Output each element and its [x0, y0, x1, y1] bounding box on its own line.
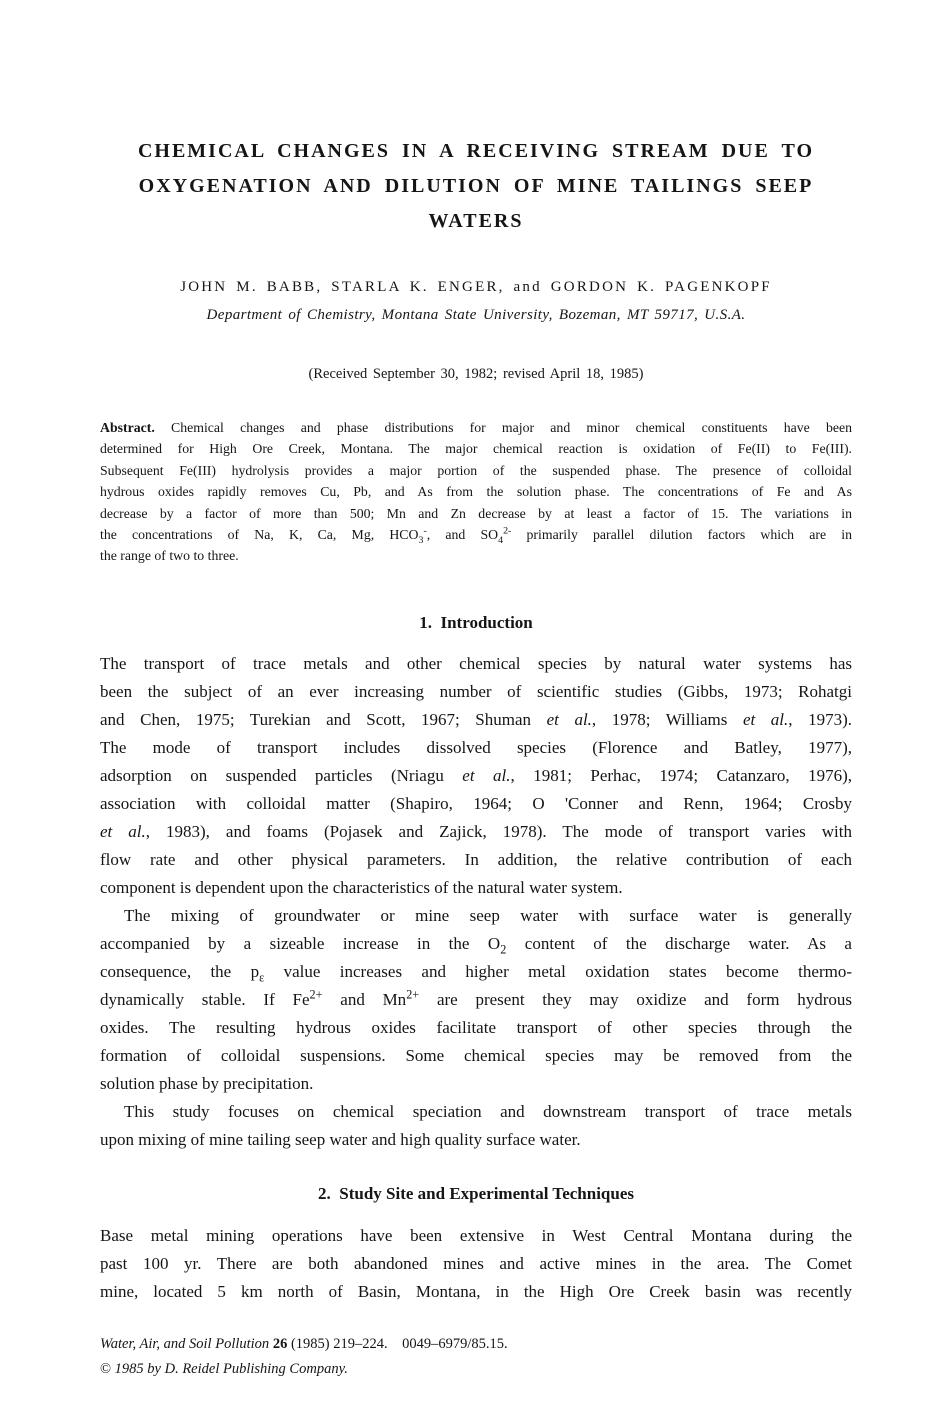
authors-line: JOHN M. BABB, STARLA K. ENGER, and GORDON K. PAGENKOPF	[180, 279, 772, 295]
text-line: upon mixing of mine tailing seep water and high quality surface water.	[100, 1130, 581, 1149]
text-line: association with colloidal matter (Shapiro, 1964; O 'Conner and Renn, 1964; Crosby	[100, 794, 852, 813]
study-site-paragraph-1	[100, 1222, 852, 1306]
intro-paragraph-1	[100, 650, 852, 902]
section-1-heading: 1. Introduction	[419, 613, 533, 632]
text-line: decrease by a factor of more than 500; Mn and Zn decrease by at least a factor of 15. The variations in	[100, 505, 852, 521]
text-line: determined for High Ore Creek, Montana. The major chemical reaction is oxidation of Fe(II) to Fe(III).	[100, 441, 852, 457]
affiliation-line: Department of Chemistry, Montana State University, Bozeman, MT 59717, U.S.A.	[206, 307, 746, 323]
text-line: accompanied by a sizeable increase in the $O_2$ content of the discharge water. As a	[100, 934, 852, 957]
text-line: solution phase by precipitation.	[100, 1074, 314, 1093]
text-line: This study focuses on chemical speciation and downstream transport of trace metals	[124, 1102, 852, 1121]
text-line: CHEMICAL CHANGES IN A RECEIVING STREAM DUE TO	[137, 140, 815, 162]
text-line: OXYGENATION AND DILUTION OF MINE TAILINGS SEEP	[138, 175, 814, 197]
journal-imprint-footer	[100, 1332, 852, 1382]
text-line: past 100 yr. There are both abandoned mines and active mines in the area. The Comet	[100, 1254, 852, 1273]
text-line: flow rate and other physical parameters. In addition, the relative contribution of each	[100, 850, 852, 869]
text-line: The transport of trace metals and other chemical species by natural water systems has	[100, 654, 852, 673]
text-line: et al., 1983), and foams (Pojasek and Zajick, 1978). The mode of transport varies with	[100, 822, 852, 841]
text-line: consequence, the $p_\varepsilon$ value increases and higher metal oxidation states become thermo-	[100, 962, 852, 985]
text-line: Water, Air, and Soil Pollution 26 (1985) 219–224. 0049–6979/85.15.	[100, 1336, 508, 1352]
text-line: and Chen, 1975; Turekian and Scott, 1967; Shuman et al., 1978; Williams et al., 1973).	[100, 710, 852, 729]
text-line: hydrous oxides rapidly removes Cu, Pb, and As from the solution phase. The concentrations of Fe and As	[100, 484, 852, 500]
intro-paragraph-3	[100, 1098, 852, 1154]
text-line: oxides. The resulting hydrous oxides facilitate transport of other species through the	[100, 1018, 852, 1037]
text-line: component is dependent upon the characteristics of the natural water system.	[100, 878, 623, 897]
text-line: Base metal mining operations have been extensive in West Central Montana during the	[100, 1226, 852, 1245]
intro-paragraph-2	[100, 902, 852, 1098]
text-line: adsorption on suspended particles (Nriagu et al., 1981; Perhac, 1974; Catanzaro, 1976),	[100, 766, 853, 785]
text-line: WATERS	[428, 210, 524, 232]
text-line: been the subject of an ever increasing number of scientific studies (Gibbs, 1973; Rohatgi	[100, 682, 852, 701]
abstract	[100, 417, 852, 567]
section-2-heading: 2. Study Site and Experimental Techniques	[318, 1184, 634, 1203]
text-line: the range of two to three.	[100, 548, 239, 564]
text-line: The mode of transport includes dissolved species (Florence and Batley, 1977),	[100, 738, 852, 757]
text-line: mine, located 5 km north of Basin, Montana, in the High Ore Creek basin was recently	[100, 1282, 852, 1301]
received-line: (Received September 30, 1982; revised April 18, 1985)	[308, 366, 644, 382]
text-line: © 1985 by D. Reidel Publishing Company.	[100, 1361, 348, 1377]
article-title	[100, 134, 852, 239]
text-line: The mixing of groundwater or mine seep water with surface water is generally	[124, 906, 852, 925]
text-line: formation of colloidal suspensions. Some chemical species may be removed from the	[100, 1046, 852, 1065]
text-line: Subsequent Fe(III) hydrolysis provides a major portion of the suspended phase. The presence of colloidal	[100, 462, 852, 478]
text-line: dynamically stable. If $Fe^{2+}$ and $Mn^{2+}$ are present they may oxidize and form hydrous	[100, 987, 852, 1009]
text-line: Abstract. Chemical changes and phase distributions for major and minor chemical constituents have been	[100, 420, 852, 435]
text-line: the concentrations of Na, K, Ca, Mg, $HCO_3^-$, and $SO_4^{2-}$ primarily parallel dilution factors which are in	[100, 525, 852, 546]
